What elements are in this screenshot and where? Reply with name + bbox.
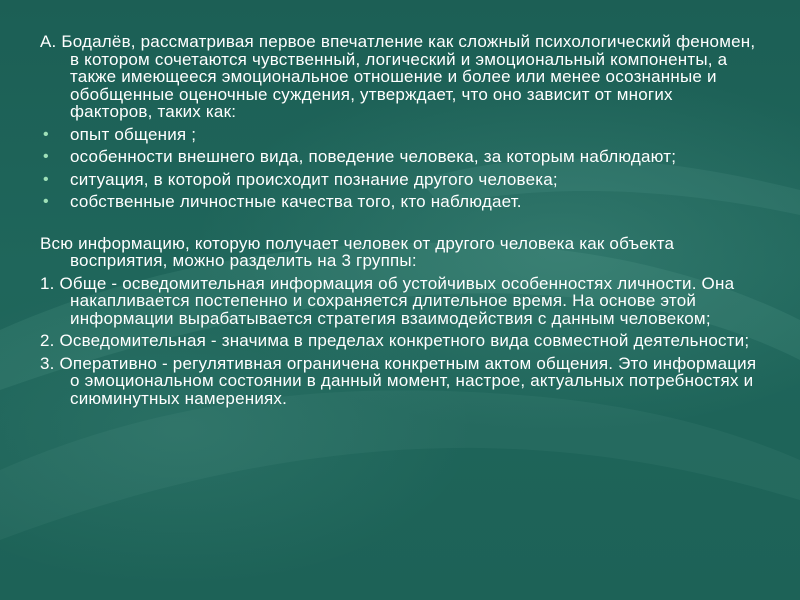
bullet-dot-icon: • bbox=[43, 125, 49, 143]
list-item-text: опыт общения ; bbox=[70, 124, 197, 144]
list-item bbox=[40, 193, 760, 211]
list-item bbox=[40, 148, 760, 166]
bullet-dot-icon: • bbox=[43, 148, 49, 165]
info-group-1: 1. Обще - осведомительная информация об устойчивых особенностях личности. Она накапливается постепенно и сохраняется длительное время. На основе этой информации вырабатывается стратегия взаимодействия с данным человеком; bbox=[40, 273, 735, 328]
list-item-text: ситуация, в которой происходит познание другого человека; bbox=[70, 169, 558, 189]
list-item bbox=[40, 171, 760, 189]
info-group-2: 2. Осведомительная - значима в пределах конкретного вида совместной деятельности; bbox=[40, 331, 750, 350]
list-item-text: особенности внешнего вида, поведение человека, за которым наблюдают; bbox=[70, 147, 677, 166]
bullet-dot-icon: • bbox=[43, 170, 49, 188]
info-lead-paragraph: Всю информацию, которую получает человек от другого человека как объекта восприятия, можно разделить на 3 группы: bbox=[40, 233, 675, 270]
slide-content bbox=[40, 33, 760, 407]
info-group-3: 3. Оперативно - регулятивная ограничена конкретным актом общения. Это информация о эмоциональном состоянии в данный момент, настрое, актуальных потребностях и сиюминутных намерениях. bbox=[40, 353, 757, 408]
intro-paragraph: А. Бодалёв, рассматривая первое впечатление как сложный психологический феномен, в котором сочетаются чувственный, логический и эмоциональный компоненты, а также имеющееся эмоциональное отношение и более или менее осознанные и обобщенные оценочные суждения, утверждает, что оно зависит от многих факторов, таких как: bbox=[40, 32, 756, 121]
list-item bbox=[40, 126, 760, 144]
list-item-text: собственные личностные качества того, кто наблюдает. bbox=[70, 192, 522, 211]
factor-list bbox=[40, 126, 760, 211]
bullet-dot-icon: • bbox=[43, 193, 49, 210]
